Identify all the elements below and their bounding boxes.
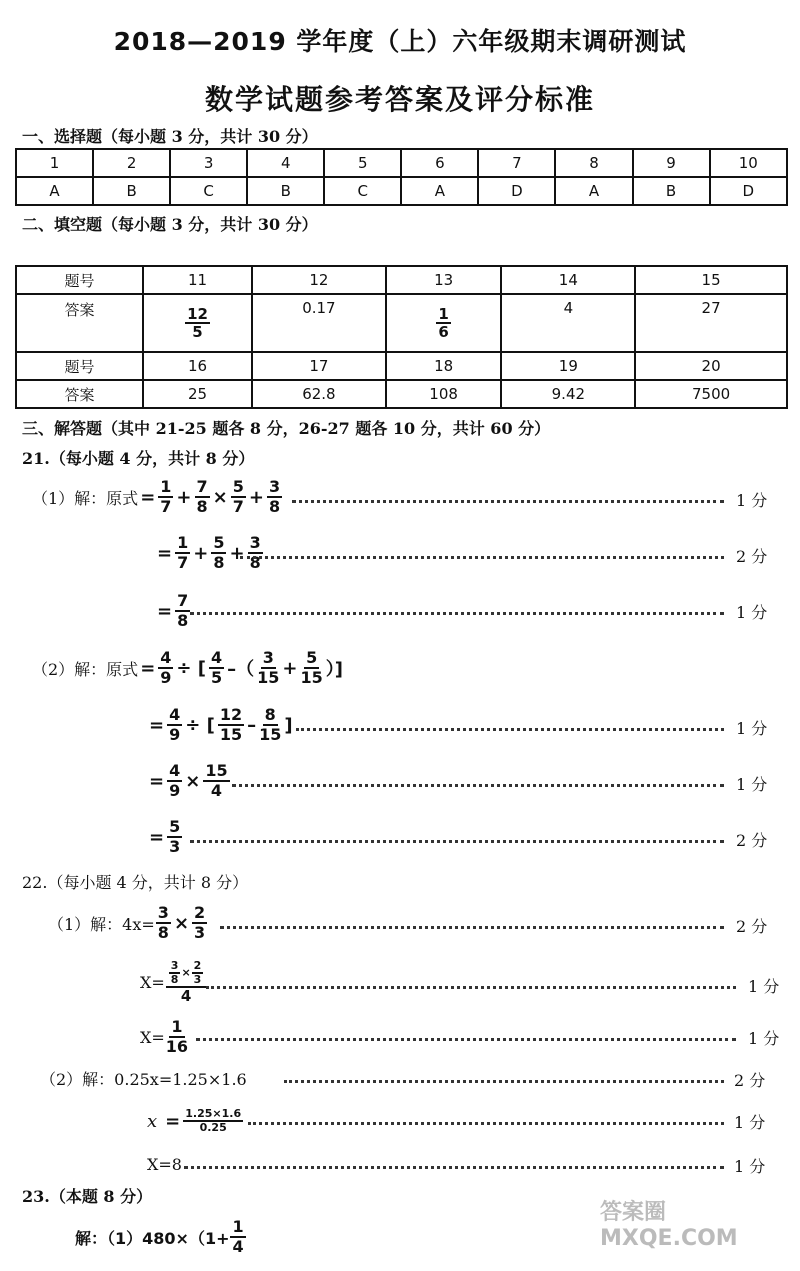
table-cell: 7500 bbox=[635, 380, 787, 408]
fraction: $\frac{4}{9}$ bbox=[160, 648, 172, 687]
dot-leader bbox=[248, 1122, 724, 1125]
dot-leader bbox=[196, 1038, 736, 1041]
table-cell: 13 bbox=[386, 266, 502, 294]
table-cell: B bbox=[633, 177, 710, 205]
table-cell: B bbox=[93, 177, 170, 205]
fraction: $\frac{12}{5}$ bbox=[187, 304, 208, 341]
fraction: $\frac{1}{7}$ bbox=[160, 477, 172, 516]
dot-leader bbox=[292, 500, 724, 503]
table-cell: 题号 bbox=[16, 266, 143, 294]
choice-answer-table bbox=[15, 148, 788, 206]
fraction: $\frac{8}{15}$ bbox=[259, 705, 282, 744]
table-row bbox=[16, 294, 787, 352]
question-23-header: 23.（本题 8 分） bbox=[22, 1187, 153, 1206]
score: 1 分 bbox=[748, 977, 780, 996]
table-cell: 5 bbox=[324, 149, 401, 177]
table-row bbox=[16, 380, 787, 408]
doc-subtitle: 数学试题参考答案及评分标准 bbox=[204, 83, 595, 116]
table-cell: 1 bbox=[16, 149, 93, 177]
fraction: $\frac{7}{8}$ bbox=[177, 591, 189, 630]
q22-1-line-3 bbox=[140, 1012, 189, 1062]
table-cell: 3 bbox=[170, 149, 247, 177]
section-choice: 一、选择题（每小题 3 分，共计 30 分） bbox=[22, 127, 318, 146]
q21-2-line-3: = $\frac{4}{9}$ × $\frac{15}{4}$ bbox=[149, 761, 228, 800]
q21-1-line-1: （1）解：原式 = $\frac{1}{7}$ + $\frac{7}{8}$ × $\frac{5}{7}$ + $\frac{3}{8}$ bbox=[32, 477, 281, 516]
table-cell: 0.17 bbox=[252, 294, 386, 352]
table-cell: 题号 bbox=[16, 352, 143, 380]
table-cell: A bbox=[555, 177, 632, 205]
fraction: $\frac{1}{16}$ bbox=[165, 1017, 189, 1056]
step-label: （2）解：0.25x=1.25×1.6 bbox=[40, 1069, 247, 1089]
fraction: $\frac{3}{8}$ bbox=[157, 903, 169, 942]
step-label: （2）解：原式 bbox=[32, 659, 139, 679]
q21-1-line-3: = $\frac{7}{8}$ bbox=[157, 591, 189, 630]
q23-line-1 bbox=[75, 1212, 247, 1262]
table-cell: D bbox=[710, 177, 787, 205]
step-label: （1）解：原式 bbox=[32, 488, 139, 508]
question-22-header: 22.（每小题 4 分，共计 8 分） bbox=[22, 873, 249, 892]
table-cell: 9 bbox=[633, 149, 710, 177]
table-cell: 答案 bbox=[16, 380, 143, 408]
score: 2 分 bbox=[736, 831, 768, 850]
table-cell: 15 bbox=[635, 266, 787, 294]
question-21-header: 21.（每小题 4 分，共计 8 分） bbox=[22, 449, 255, 468]
table-cell: 2 bbox=[93, 149, 170, 177]
fraction: $\frac{3}{8}$ bbox=[170, 958, 179, 986]
fill-answer-table bbox=[15, 265, 788, 409]
score: 1 分 bbox=[734, 1113, 766, 1132]
dot-leader bbox=[220, 926, 724, 929]
fraction: $\frac{1}{6}$ bbox=[438, 304, 449, 341]
q22-2-line-2: x = $\frac{1.25\times 1.6}{0.25}$ bbox=[147, 1106, 242, 1134]
table-cell: C bbox=[170, 177, 247, 205]
table-cell: 10 bbox=[710, 149, 787, 177]
fraction: $\frac{5}{8}$ bbox=[213, 533, 225, 572]
score: 1 分 bbox=[734, 1157, 766, 1176]
table-row bbox=[16, 149, 787, 177]
score: 1 分 bbox=[736, 775, 768, 794]
fraction: $\frac{1}{4}$ bbox=[232, 1217, 244, 1256]
doc-title: 2018—2019 学年度（上）六年级期末调研测试 bbox=[113, 27, 687, 56]
fraction: $\frac{3}{8}$ × $\frac{2}{3}$ 4 bbox=[166, 960, 207, 1005]
table-row bbox=[16, 352, 787, 380]
table-cell: 27 bbox=[635, 294, 787, 352]
fraction: $\frac{3}{15}$ bbox=[257, 648, 280, 687]
table-cell: 19 bbox=[501, 352, 635, 380]
fraction: $\frac{12}{15}$ bbox=[219, 705, 243, 744]
table-cell: 4 bbox=[247, 149, 324, 177]
score: 2 分 bbox=[734, 1071, 766, 1090]
score: 1 分 bbox=[736, 719, 768, 738]
section-fill: 二、填空题（每小题 3 分，共计 30 分） bbox=[22, 215, 318, 234]
table-cell bbox=[143, 294, 252, 352]
table-cell: 7 bbox=[478, 149, 555, 177]
watermark: 答案圈 MXQE.COM bbox=[600, 1200, 738, 1251]
fraction: $\frac{5}{7}$ bbox=[232, 477, 244, 516]
table-cell: B bbox=[247, 177, 324, 205]
score: 1 分 bbox=[748, 1029, 780, 1048]
table-cell: 11 bbox=[143, 266, 252, 294]
variable-x: x bbox=[147, 1110, 158, 1132]
fraction: $\frac{1}{7}$ bbox=[177, 533, 189, 572]
table-row bbox=[16, 177, 787, 205]
q21-2-line-2: = $\frac{4}{9}$ ÷ [ $\frac{12}{15}$ – $\frac{8}{15}$ ] bbox=[149, 705, 293, 744]
table-cell: 14 bbox=[501, 266, 635, 294]
score: 2 分 bbox=[736, 547, 768, 566]
fraction: $\frac{2}{3}$ bbox=[193, 958, 202, 986]
table-cell bbox=[386, 294, 502, 352]
fraction: $\frac{3}{8}$ bbox=[268, 477, 281, 516]
q22-2-line-3 bbox=[147, 1152, 182, 1176]
q21-2-line-4: = $\frac{5}{3}$ bbox=[149, 817, 181, 856]
fraction: $\frac{7}{8}$ bbox=[196, 477, 208, 516]
table-cell: 8 bbox=[555, 149, 632, 177]
fraction: $\frac{4}{9}$ bbox=[169, 761, 181, 800]
fraction: $\frac{2}{3}$ bbox=[194, 903, 206, 942]
table-cell: 62.8 bbox=[252, 380, 386, 408]
table-cell: 20 bbox=[635, 352, 787, 380]
q21-2-line-1: （2）解：原式 = $\frac{4}{9}$ ÷ [ $\frac{4}{5}$ –（ $\frac{3}{15}$ + $\frac{5}{15}$ ）] bbox=[32, 648, 343, 687]
fraction: $\frac{4}{5}$ bbox=[211, 648, 223, 687]
q22-1-line-1: （1）解：4x= $\frac{3}{8}$ × $\frac{2}{3}$ bbox=[48, 903, 206, 942]
score: 2 分 bbox=[736, 917, 768, 936]
table-cell: 9.42 bbox=[501, 380, 635, 408]
table-cell: C bbox=[324, 177, 401, 205]
fraction: $\frac{1.25\times 1.6}{0.25}$ bbox=[185, 1106, 242, 1134]
dot-leader bbox=[190, 612, 724, 615]
score: 1 分 bbox=[736, 603, 768, 622]
score: 1 分 bbox=[736, 491, 768, 510]
dot-leader bbox=[232, 784, 724, 787]
step-label: X=8 bbox=[147, 1154, 182, 1174]
table-cell: 答案 bbox=[16, 294, 143, 352]
dot-leader bbox=[284, 1080, 724, 1083]
table-cell: 12 bbox=[252, 266, 386, 294]
fraction: $\frac{4}{9}$ bbox=[169, 705, 181, 744]
dot-leader bbox=[296, 728, 724, 731]
fraction: $\frac{3}{8}$ bbox=[249, 533, 261, 572]
table-cell: 6 bbox=[401, 149, 478, 177]
step-label: （1）解：4x= bbox=[48, 914, 155, 934]
section-solve: 三、解答题（其中 21-25 题各 8 分，26-27 题各 10 分，共计 60 分） bbox=[22, 419, 551, 438]
q21-1-line-2: = $\frac{1}{7}$ + $\frac{5}{8}$ + $\frac{3}{8}$ bbox=[157, 533, 261, 572]
dot-leader bbox=[190, 840, 724, 843]
table-cell: 25 bbox=[143, 380, 252, 408]
table-cell: 16 bbox=[143, 352, 252, 380]
table-row bbox=[16, 266, 787, 294]
step-label: X= bbox=[140, 972, 165, 992]
step-label: X= bbox=[140, 1027, 165, 1047]
table-cell: A bbox=[401, 177, 478, 205]
table-cell: D bbox=[478, 177, 555, 205]
dot-leader bbox=[240, 556, 724, 559]
table-cell: A bbox=[16, 177, 93, 205]
dot-leader bbox=[184, 1166, 724, 1169]
table-cell: 108 bbox=[386, 380, 502, 408]
table-cell: 17 bbox=[252, 352, 386, 380]
fraction: $\frac{15}{4}$ bbox=[205, 761, 228, 800]
table-cell: 18 bbox=[386, 352, 502, 380]
table-cell: 4 bbox=[501, 294, 635, 352]
fraction: $\frac{5}{15}$ bbox=[300, 648, 323, 687]
dot-leader bbox=[206, 986, 736, 989]
fraction: $\frac{5}{3}$ bbox=[169, 817, 181, 856]
q22-2-line-1 bbox=[40, 1066, 247, 1090]
step-label: 解：（1）480×（1+ bbox=[75, 1228, 230, 1248]
q22-1-line-2 bbox=[140, 956, 207, 1008]
